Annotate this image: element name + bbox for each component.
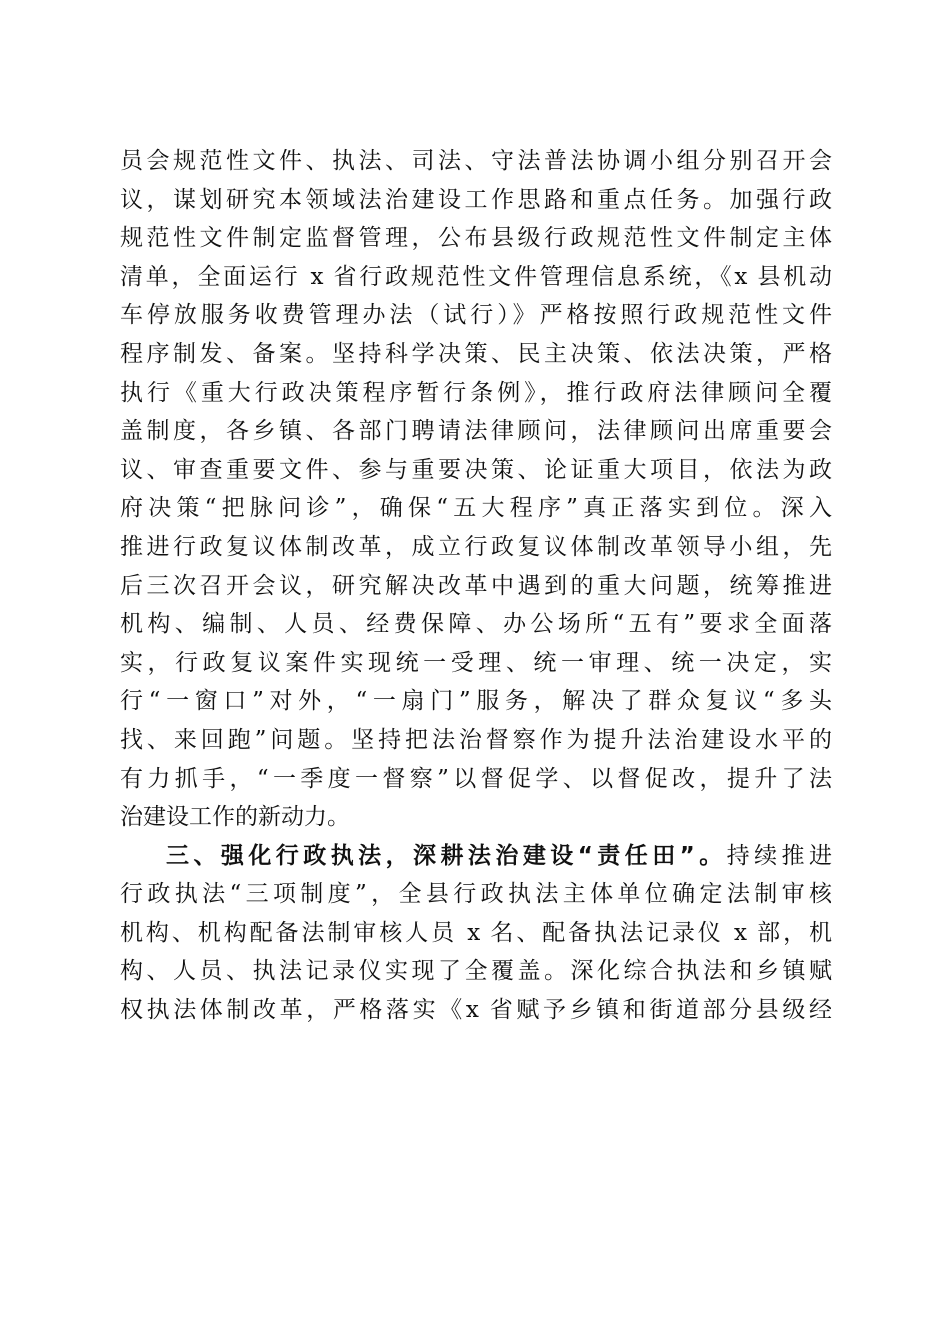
text-fragment: 持续推进 <box>726 842 833 869</box>
section-heading: 三、强化行政执法，深耕法治建设“责任田”。 <box>166 842 727 869</box>
text-line: 执行《重大行政决策程序暂行条例》，推行政府法律顾问全覆 <box>120 379 832 406</box>
text-line: 程序制发、备案。坚持科学决策、民主决策、依法决策，严格 <box>120 340 832 367</box>
text-line: 构、人员、执法记录仪实现了全覆盖。深化综合执法和乡镇赋 <box>120 958 832 985</box>
text-line: 后三次召开会议，研究解决改革中遇到的重大问题，统筹推进 <box>120 572 832 599</box>
text-line: 员会规范性文件、执法、司法、守法普法协调小组分别召开会 <box>120 148 832 174</box>
text-line: 权执法体制改革，严格落实《x 省赋予乡镇和街道部分县级经 <box>120 997 832 1024</box>
document-body <box>120 142 832 1030</box>
text-line: 规范性文件制定监督管理，公布县级行政规范性文件制定主体 <box>120 225 832 252</box>
text-line: 府决策“把脉问诊”，确保“五大程序”真正落实到位。深入 <box>120 495 832 522</box>
text-line: 找、来回跑”问题。坚持把法治督察作为提升法治建设水平的 <box>120 726 832 753</box>
text-line: 治建设工作的新动力。 <box>120 804 350 831</box>
text-line: 议，谋划研究本领域法治建设工作思路和重点任务。加强行政 <box>120 186 832 213</box>
text-line: 推进行政复议体制改革，成立行政复议体制改革领导小组，先 <box>120 533 832 560</box>
text-line: 有力抓手，“一季度一督察”以督促学、以督促改，提升了法 <box>120 765 832 792</box>
text-line: 盖制度，各乡镇、各部门聘请法律顾问，法律顾问出席重要会 <box>120 418 832 445</box>
paragraph-2 <box>120 837 832 1030</box>
text-line: 机构、编制、人员、经费保障、办公场所“五有”要求全面落 <box>120 611 832 638</box>
text-line: 车停放服务收费管理办法（试行）》严格按照行政规范性文件 <box>120 302 832 329</box>
text-line: 行“一窗口”对外，“一扇门”服务，解决了群众复议“多头 <box>120 688 832 715</box>
text-line: 实，行政复议案件实现统一受理、统一审理、统一决定，实 <box>120 649 832 676</box>
text-line: 议、审查重要文件、参与重要决策、论证重大项目，依法为政 <box>120 456 832 483</box>
paragraph-1 <box>120 142 832 837</box>
text-line: 机构、机构配备法制审核人员 x 名、配备执法记录仪 x 部，机 <box>120 919 832 946</box>
section-heading-line <box>120 837 832 876</box>
text-line: 行政执法“三项制度”，全县行政执法主体单位确定法制审核 <box>120 881 832 908</box>
text-line: 清单，全面运行 x 省行政规范性文件管理信息系统，《x 县机动 <box>120 263 832 290</box>
